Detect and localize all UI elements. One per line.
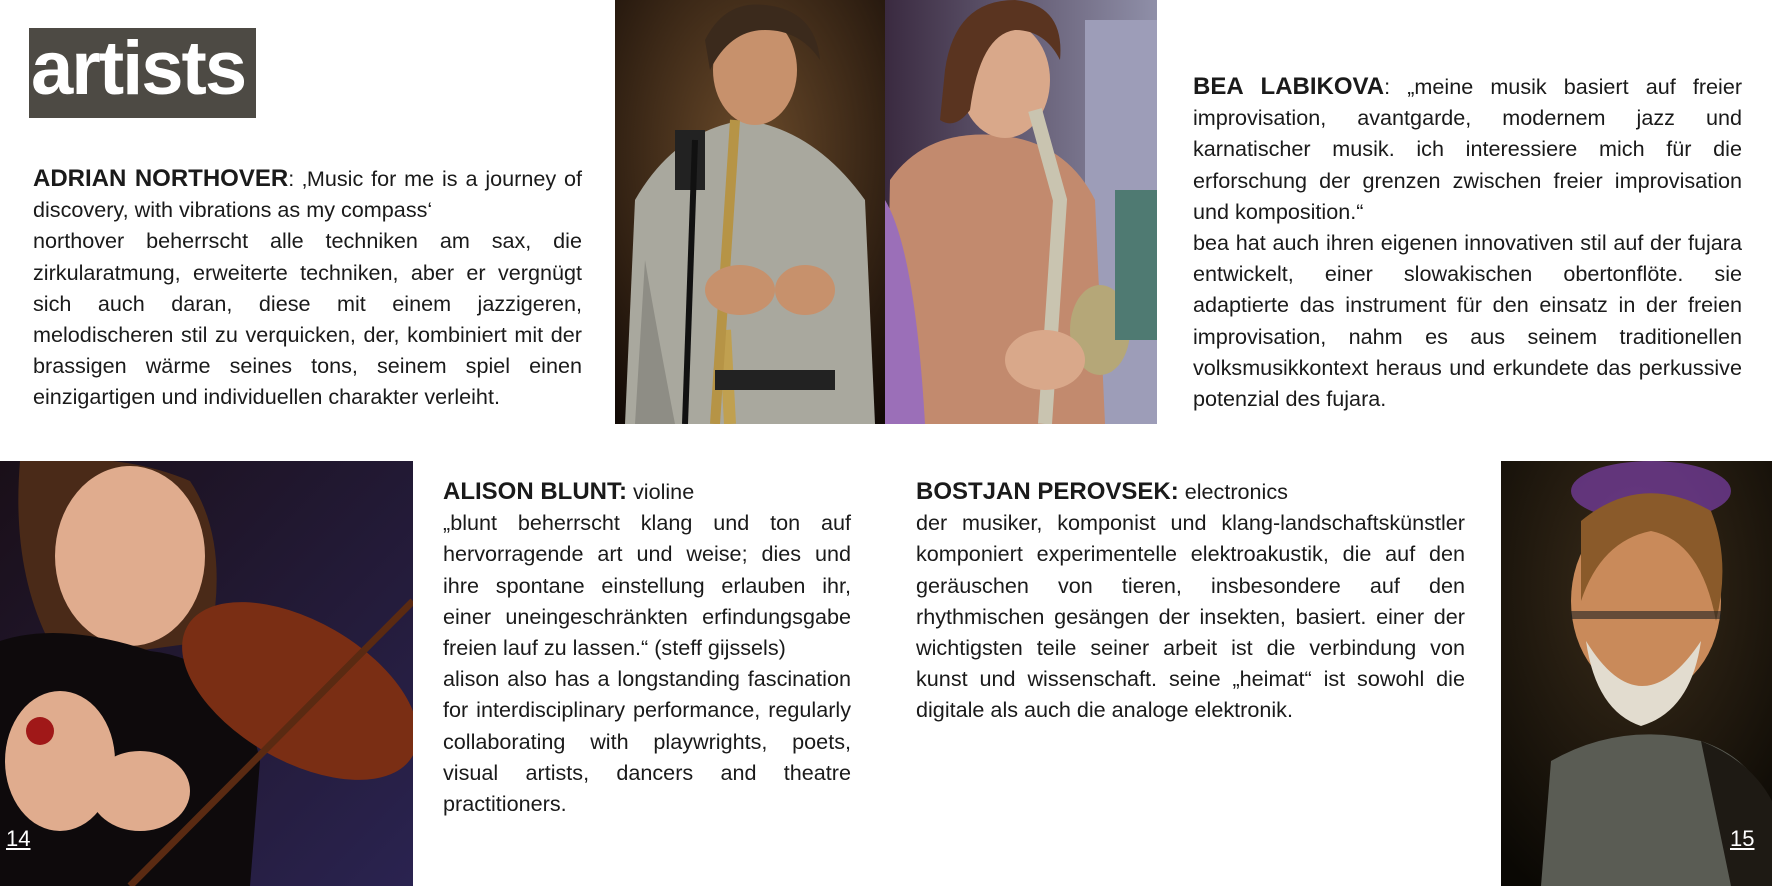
artist-name: ALISON BLUNT: <box>443 478 627 505</box>
artist-name: ADRIAN NORTHOVER <box>33 165 289 192</box>
bio-quote-text: ‚Music for me is a journey of discovery, with vibrations as my compass‘ <box>33 166 582 223</box>
artist-bio-bostjan-perovsek <box>916 476 1465 726</box>
name-separator: : <box>288 166 303 191</box>
page-number-left: 14 <box>6 826 31 851</box>
bio-quote <box>33 163 582 225</box>
bio-text: alison also has a longstanding fascination for interdisciplinary performance, regularly collaborating with playwrights, poets, visual artists, dancers and theatre practitioners. <box>443 666 851 817</box>
artist-name: BEA LABIKOVA <box>1193 73 1385 100</box>
bio-text: der musiker, komponist und klang-landschaftskünstler komponiert experimentelle elektroakustik, die auf den geräuschen von tieren, insbesondere auf den rhythmischen gesängen der insekten, basiert. einer der wichtigsten teile seiner arbeit ist die verbindung von kunst und wissenschaft. seine „heimat“ ist sowohl die digitale als auch die analoge elektronik. <box>916 510 1465 723</box>
photo-bea-labikova <box>885 0 1157 424</box>
page-title-box <box>29 28 256 118</box>
bio-quote <box>1193 71 1742 227</box>
bio-quote-text: „meine musik basiert auf freier improvisation, avantgarde, modernem jazz und karnatischer musik. ich interessiere mich für die erforschung der grenzen zwischen freier improvisation und komposition.“ <box>1193 74 1743 224</box>
bio-heading <box>443 476 851 507</box>
name-separator: : <box>1384 74 1408 99</box>
artist-role: electronics <box>1184 479 1288 504</box>
photo-adrian-northover <box>615 0 885 424</box>
artist-bio-adrian-northover <box>33 163 582 413</box>
artist-role: violine <box>632 479 695 504</box>
artist-bio-bea-labikova <box>1193 71 1742 414</box>
page-number-right: 15 <box>1730 826 1755 851</box>
page-title: artists <box>31 26 246 111</box>
photo-alison-blunt <box>0 461 413 886</box>
artist-bio-alison-blunt <box>443 476 851 819</box>
photo-bostjan-perovsek <box>1501 461 1772 886</box>
bio-text: northover beherrscht alle techniken am sax, die zirkularatmung, erweiterte techniken, aber er vergnügt sich auch daran, diese mit einem jazzigeren, melodischeren stil zu verquicken, der, kombiniert mit der brassigen wärme seines tons, seinem spiel einen einzigartigen und individuellen charakter verleiht. <box>33 228 582 410</box>
artist-name: BOSTJAN PEROVSEK: <box>916 478 1179 505</box>
bio-heading <box>916 476 1465 507</box>
bio-quote-text: „blunt beherrscht klang und ton auf hervorragende art und weise; dies und ihre spontane einstellung erlauben ihr, einer uneingeschränkten erfindungsgabe freien lauf zu lassen.“ (steff gijssels) <box>443 510 851 661</box>
bio-text: bea hat auch ihren eigenen innovativen stil auf der fujara entwickelt, einer slowakischen obertonflöte. sie adaptierte das instrument für den einsatz in der freien improvisation, nahm es aus seinem traditionellen volksmusikkontext heraus und erkundete das perkussive potenzial des fujara. <box>1193 230 1742 412</box>
